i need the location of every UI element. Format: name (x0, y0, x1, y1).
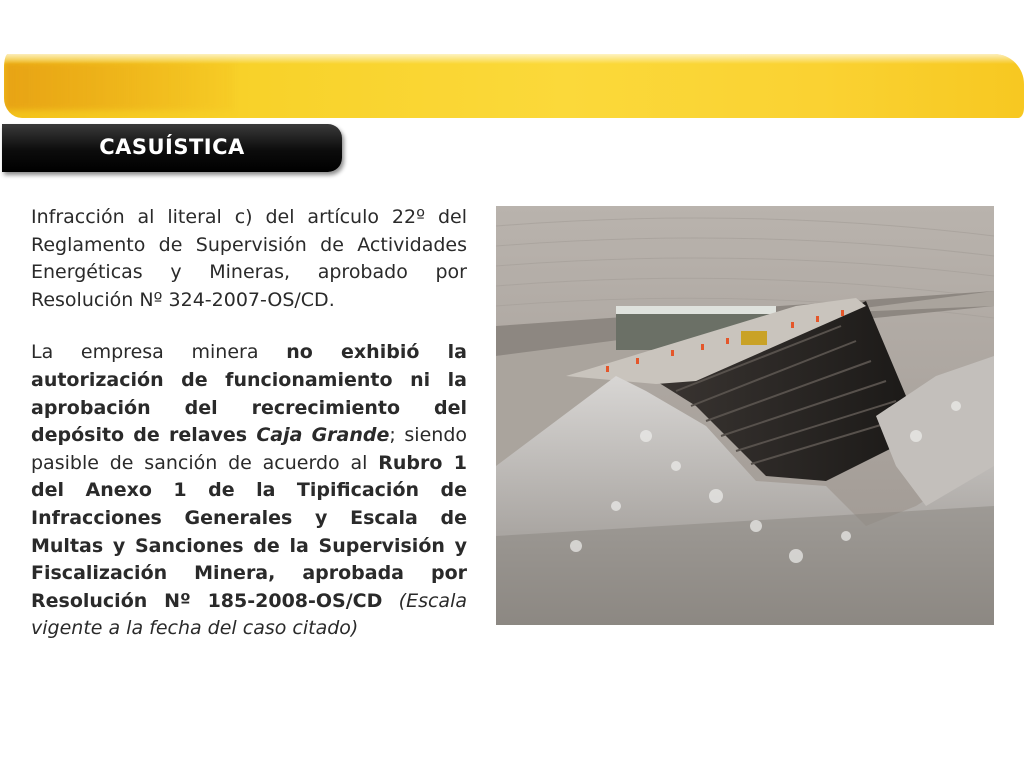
text-run: ; siendo pasible de sanción de acuerdo al (31, 424, 468, 474)
body-text (31, 204, 467, 643)
italic-run: (Escala vigente a la fecha del caso citado) (31, 589, 467, 640)
mine-tailings-photo (496, 206, 994, 625)
excavator (741, 331, 767, 345)
yellow-brush-stroke (4, 54, 1024, 118)
bold-run: no exhibió la autorización de funcionamiento ni la aprobación del recrecimiento del depósito de relaves (31, 341, 467, 447)
building-roof (616, 306, 776, 314)
text-run: La empresa minera (31, 341, 287, 364)
paragraph-details (31, 339, 467, 643)
page-title: CASUÍSTICA (99, 135, 245, 159)
title-banner (2, 124, 342, 172)
bold-run: Rubro 1 del Anexo 1 de la Tipificación de Infracciones Generales y Escala de Multas y Sanciones de la Supervisión y Fiscalización Minera, aprobada por Resolución Nº 185-2008-OS/CD (31, 451, 467, 612)
paragraph-infraction: Infracción al literal c) del artículo 22º del Reglamento de Supervisión de Actividades Energéticas y Mineras, aprobado por Resolución Nº 324-2007-OS/CD. (31, 206, 467, 311)
bold-italic-run: Caja Grande (256, 424, 390, 447)
